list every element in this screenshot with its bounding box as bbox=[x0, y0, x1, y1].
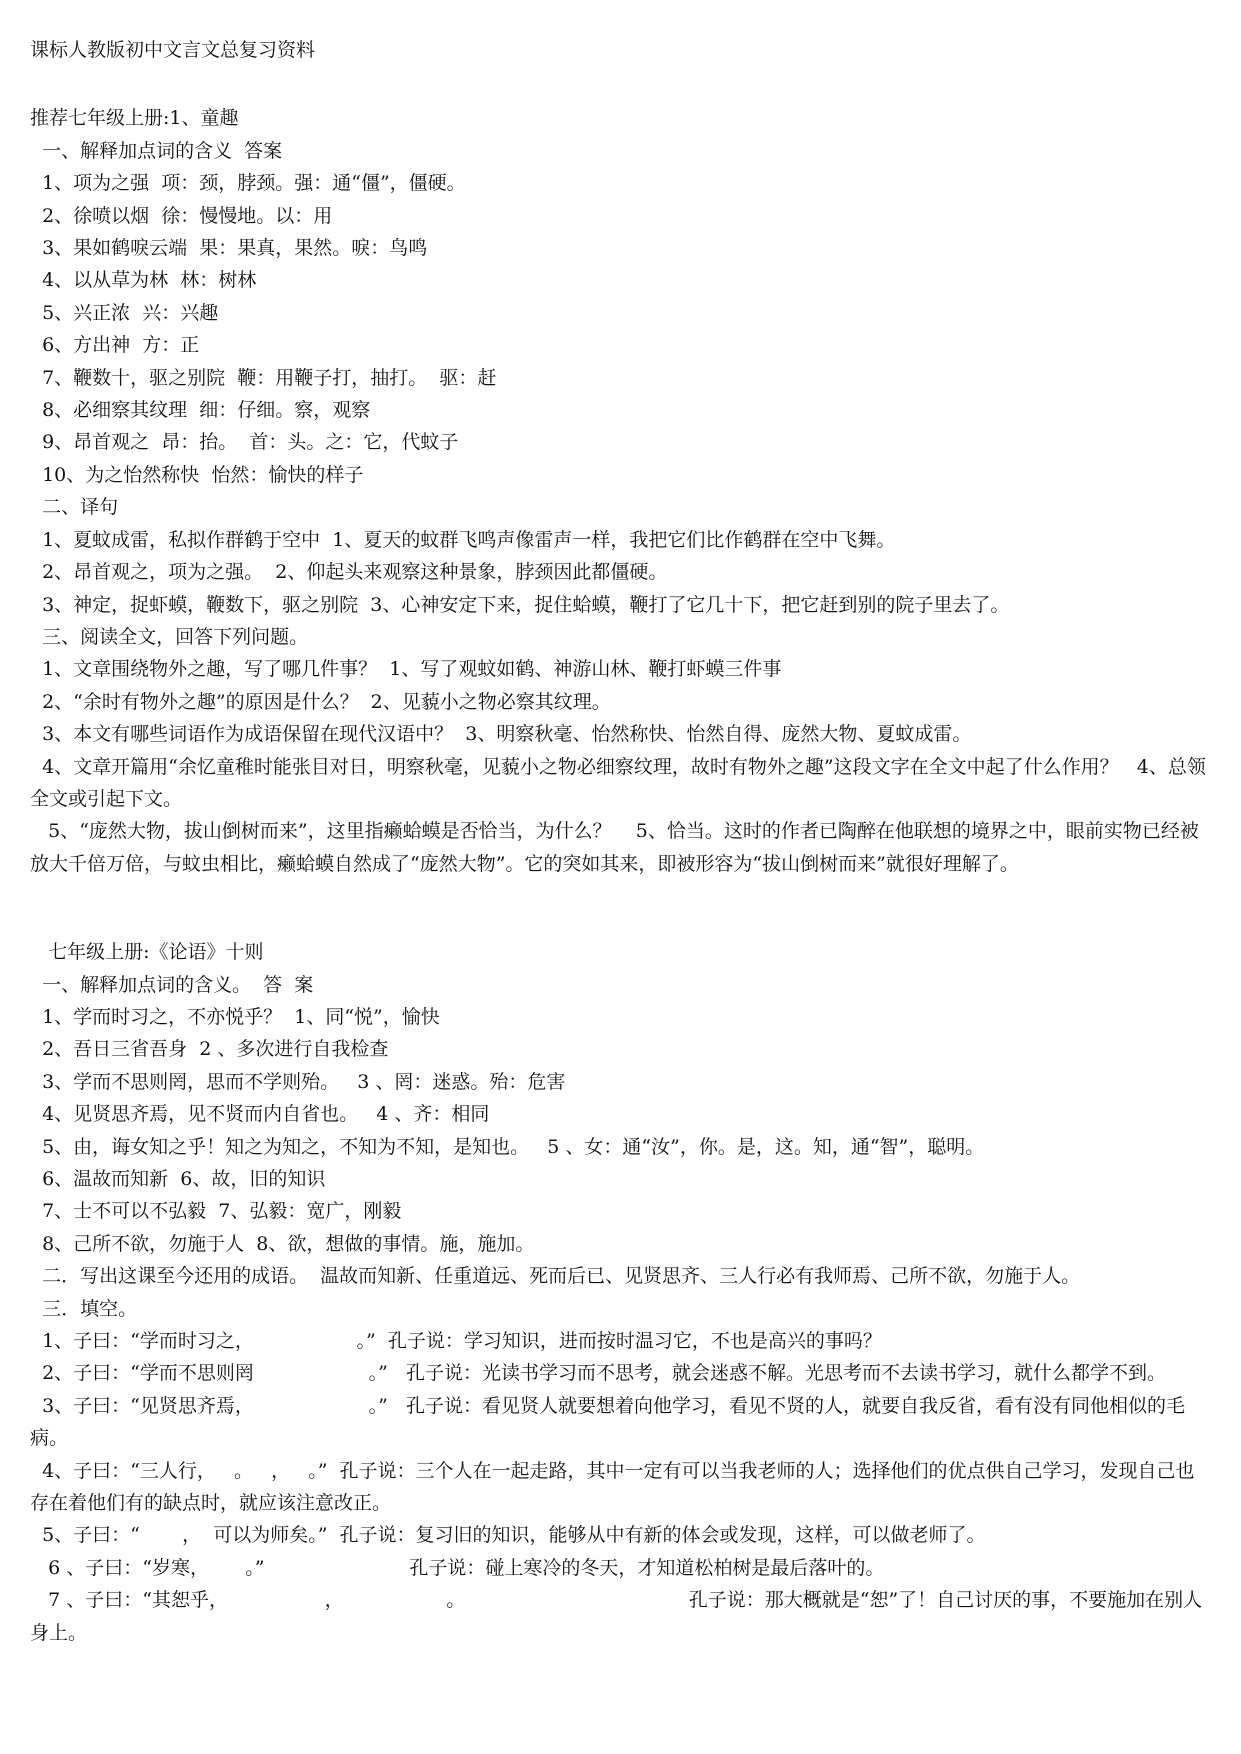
section1-part3-item: 1、文章围绕物外之趣，写了哪几件事？ 1、写了观蚊如鹤、神游山林、鞭打虾蟆三件事 bbox=[30, 658, 782, 681]
section2-fill-item: 6 、子曰：“岁寒， 。” 孔子说：碰上寒冷的冬天，才知道松柏树是最后落叶的。 bbox=[30, 1556, 885, 1579]
section1-part1-item: 4、以从草为林 林：树林 bbox=[30, 269, 257, 292]
section1-part3-item: 5、“庞然大物，拔山倒树而来”，这里指癞蛤蟆是否恰当，为什么？ 5、恰当。这时的作者已陶醉在他联想的境界之中，眼前实物已经被放大千倍万倍，与蚊虫相比，癞蛤蟆自然成了“庞然大物”。它的突如其来，即被形容为“拔山倒树而来”就很好理解了。 bbox=[30, 820, 1199, 875]
section2-fill-item: 1、子曰：“学而时习之， 。” 孔子说：学习知识，进而按时温习它，不也是高兴的事吗？ bbox=[30, 1330, 882, 1353]
section2-part1-item: 4、见贤思齐焉，见不贤而内自省也。 4 、齐：相同 bbox=[30, 1103, 490, 1126]
section2-fill-item: 3、子曰：“见贤思齐焉， 。” 孔子说：看见贤人就要想着向他学习，看见不贤的人，就要自我反省，看有没有同他相似的毛病。 bbox=[30, 1394, 1185, 1450]
section1-part1-item: 7、鞭数十，驱之别院 鞭：用鞭子打，抽打。 驱：赶 bbox=[30, 366, 497, 389]
section1-part3-item: 2、“余时有物外之趣”的原因是什么？ 2、见藐小之物必察其纹理。 bbox=[30, 690, 611, 713]
section1-part2-item: 1、夏蚊成雷，私拟作群鹤于空中 1、夏天的蚊群飞鸣声像雷声一样，我把它们比作鹤群在空中飞舞。 bbox=[30, 528, 896, 551]
section2-part1-item: 5、由，诲女知之乎！知之为知之，不知为不知，是知也。 5 、女：通“汝”，你。是，这。知，通“智”，聪明。 bbox=[30, 1135, 985, 1158]
section1-part2-item: 3、神定，捉虾蟆，鞭数下，驱之别院 3、心神安定下来，捉住蛤蟆，鞭打了它几十下，把它赶到别的院子里去了。 bbox=[30, 593, 1010, 616]
section2-part1-item: 2、吾日三省吾身 2 、多次进行自我检查 bbox=[30, 1038, 389, 1061]
section1-part1-title: 一、解释加点词的含义 答案 bbox=[30, 139, 283, 162]
spacer bbox=[30, 66, 1211, 102]
document-title: 课标人教版初中文言文总复习资料 bbox=[30, 39, 316, 61]
spacer bbox=[30, 880, 1211, 936]
section1-part2-item: 2、昂首观之，项为之强。 2、仰起头来观察这种景象，脖颈因此都僵硬。 bbox=[30, 561, 668, 584]
section1-part1-item: 5、兴正浓 兴：兴趣 bbox=[30, 301, 219, 324]
section2-fill-item: 4、子曰：“三人行， 。 ， 。” 孔子说：三个人在一起走路，其中一定有可以当我老师的人；选择他们的优点供自己学习，发现自己也存在着他们有的缺点时，就应该注意改正。 bbox=[30, 1459, 1195, 1515]
section2-part1-item: 1、学而时习之，不亦悦乎？ 1、同“悦”，愉快 bbox=[30, 1005, 440, 1028]
section1-part1-item: 6、方出神 方：正 bbox=[30, 334, 200, 357]
section2-part3-title: 三．填空。 bbox=[30, 1297, 138, 1320]
section2-heading: 七年级上册:《论语》十则 bbox=[30, 941, 264, 964]
section1-part1-item: 10、为之怡然称快 怡然：愉快的样子 bbox=[30, 463, 364, 486]
section2-part2: 二．写出这课至今还用的成语。 温故而知新、任重道远、死而后已、见贤思齐、三人行必有我师焉、己所不欲，勿施于人。 bbox=[30, 1265, 1081, 1288]
section2-part1-item: 7、士不可以不弘毅 7、弘毅：宽广，刚毅 bbox=[30, 1200, 402, 1223]
section1-part1-item: 3、果如鹤唳云端 果：果真，果然。唳：鸟鸣 bbox=[30, 237, 428, 260]
section2-part1-item: 6、温故而知新 6、故，旧的知识 bbox=[30, 1168, 326, 1190]
section1-heading: 推荐七年级上册:1、童趣 bbox=[30, 107, 239, 130]
section2-fill-item: 5、子曰：“ ， 可以为师矣。” 孔子说：复习旧的知识，能够从中有新的体会或发现，这样，可以做老师了。 bbox=[30, 1524, 986, 1547]
section1-part3-title: 三、阅读全文，回答下列问题。 bbox=[30, 625, 309, 648]
section1-part1-item: 1、项为之强 项：颈，脖颈。强：通“僵”，僵硬。 bbox=[30, 172, 466, 195]
section2-part1-item: 8、己所不欲，勿施于人 8、欲，想做的事情。施，施加。 bbox=[30, 1232, 535, 1255]
section2-part1-title: 一、解释加点词的含义。 答 案 bbox=[30, 973, 314, 996]
section1-part1-item: 9、昂首观之 昂：抬。 首：头。之：它，代蚊子 bbox=[30, 431, 459, 454]
section2-fill-item: 7 、子曰：“其恕乎， ， 。 孔子说：那大概就是“恕”了！自己讨厌的事，不要施加在别人身上。 bbox=[30, 1589, 1203, 1644]
section1-part3-item: 3、本文有哪些词语作为成语保留在现代汉语中？ 3、明察秋毫、怡然称快、怡然自得、庞然大物、夏蚊成雷。 bbox=[30, 723, 972, 746]
section1-part3-item: 4、文章开篇用“余忆童稚时能张目对日，明察秋毫，见藐小之物必细察纹理，故时有物外之趣”这段文字在全文中起了什么作用？ 4、总领全文或引起下文。 bbox=[30, 755, 1206, 810]
section1-part1-item: 2、徐喷以烟 徐：慢慢地。以：用 bbox=[30, 204, 333, 227]
section1-part1-item: 8、必细察其纹理 细：仔细。察，观察 bbox=[30, 399, 371, 422]
section2-part1-item: 3、学而不思则罔，思而不学则殆。 3 、罔：迷惑。殆：危害 bbox=[30, 1070, 566, 1093]
section2-fill-item: 2、子曰：“学而不思则罔 。” 孔子说：光读书学习而不思考，就会迷惑不解。光思考而不去读书学习，就什么都学不到。 bbox=[30, 1362, 1166, 1385]
section1-part2-title: 二、译句 bbox=[30, 496, 119, 519]
